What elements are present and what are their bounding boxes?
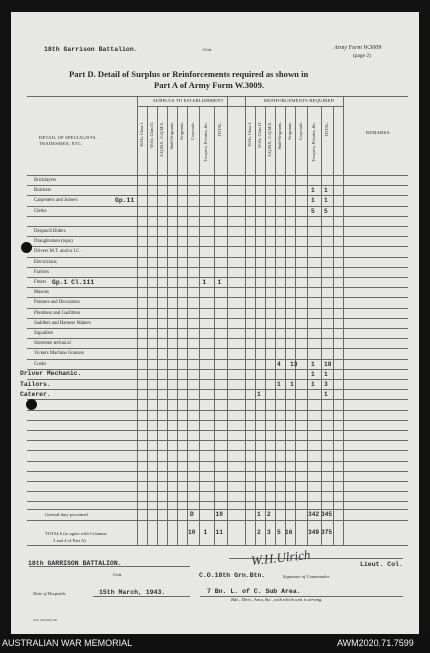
reinforcement-value: 1 (311, 197, 315, 205)
reinforcement-column-header: Corporals. (297, 122, 303, 141)
totals-label-2: 3 and 4 of Part A) (53, 538, 86, 543)
row-label: Masons (34, 290, 49, 296)
commander-signature: W.H.Ulrich (250, 546, 312, 569)
reinforcement-value: 5 (311, 207, 315, 215)
reinforcement-column-header: S.Q.M.S., C.Q.M.S. (266, 122, 272, 157)
general-duty-reinforcement-value: 1 (257, 511, 261, 518)
reinforcements-header: REINFORCEMENTS REQUIRED (264, 98, 335, 103)
totals-reinforcement-value: 2 (257, 529, 261, 536)
row-line (27, 246, 408, 247)
reinforcement-value: 13 (290, 360, 298, 368)
general-duty-label: General duty personnel (45, 512, 88, 517)
row-line (27, 379, 408, 380)
general-duty-reinforcement-value: 2 (267, 511, 271, 518)
row-label: Vickers Machine Gunners (34, 351, 85, 357)
row-label: Draughtsmen (topo) (34, 239, 73, 245)
form-page (11, 12, 419, 634)
row-typed-entry: Gp.1 Cl.111 (52, 278, 95, 286)
unit-caption: Unit. (203, 47, 213, 52)
reinforcement-column-line (321, 106, 322, 545)
row-line (27, 430, 408, 431)
reinforcement-column-line (295, 106, 296, 545)
row-line (27, 450, 408, 451)
reinforcement-value: 1 (324, 370, 328, 378)
row-typed-entry: Tailors. (20, 380, 51, 388)
totals-reinforcement-value: 375 (321, 529, 333, 536)
area-value: 7 Bn. L. of C. Sub Area. (207, 588, 301, 595)
row-label: Fitters (34, 280, 47, 285)
surplus-column-line (187, 106, 188, 545)
row-label: Carpenters and Joiners (34, 198, 78, 204)
totals-reinforcement-value: 349 (308, 529, 320, 536)
row-label: Cooks (34, 361, 47, 367)
row-line (27, 257, 408, 258)
row-line (27, 328, 408, 329)
totals-label: TOTALS (to agree with Columns (45, 531, 107, 536)
reinforcement-value: 1 (324, 391, 328, 399)
reinforcement-column-header: Troopers, Privates, &c. (310, 122, 316, 162)
row-label: Farriers (34, 269, 49, 275)
reinforcement-value: 18 (324, 360, 332, 368)
row-typed-entry: Gp.11 (115, 196, 135, 204)
totals-reinforcement-value: 16 (285, 529, 293, 536)
row-line (27, 348, 408, 349)
reinforcement-value: 5 (324, 207, 328, 215)
surplus-column-header: TOTAL. (217, 122, 222, 137)
surplus-column-line (214, 106, 215, 545)
reinforcement-column-line (265, 106, 266, 545)
archive-footer (0, 634, 430, 653)
surplus-column-line (199, 106, 200, 545)
surplus-troopers-value: 1 (202, 279, 207, 286)
signature-rank: Lieut. Col. (360, 561, 403, 568)
commander-caption: Signature of Commander. (283, 574, 330, 579)
reinforcement-value: 1 (290, 381, 294, 388)
form-ref: Army Form W.3009 (334, 45, 382, 51)
general-duty-reinforcement-value: 342 (308, 511, 320, 518)
print-ref: A.W. 236 (3A) 5/40 (33, 618, 57, 622)
reinforcement-column-header: W.Os. Class II. (256, 122, 262, 148)
surplus-column-line (177, 106, 178, 545)
surplus-column-header: W.Os. Class I. (138, 122, 144, 147)
reinforcement-value: 1 (311, 370, 315, 378)
commander-line: C.O.18th Grn.Btn. (199, 572, 266, 579)
surplus-column-line (227, 96, 228, 545)
row-line (27, 287, 408, 288)
row-line (27, 471, 408, 472)
reinforcement-value: 1 (324, 187, 328, 195)
row-line (27, 461, 408, 462)
reinforcement-column-header: Sergeants. (286, 122, 292, 140)
reinforcement-value: 1 (311, 381, 315, 388)
surplus-column-line (137, 96, 138, 545)
totals-top-line (27, 520, 408, 521)
surplus-column-header: S.Q.M.S., C.Q.M.S. (158, 122, 164, 157)
surplus-header: SURPLUS TO ESTABLISHMENT (153, 98, 224, 103)
form-title-line2: Part A of Army Form W.3009. (154, 80, 265, 90)
row-label: Signallers (34, 331, 54, 336)
area-caption: Bde., Divn., Area, &c., with which unit is serving. (231, 597, 323, 602)
row-label: Bricklayers (34, 178, 57, 183)
row-line (27, 206, 408, 207)
row-line (27, 277, 408, 278)
totals-surplus-value: 1 (203, 529, 208, 536)
row-line (27, 226, 408, 227)
detail-header: DETAIL OF SPECIALISTS, (39, 135, 97, 140)
form-page-num: (page 2) (353, 53, 371, 59)
header-bottom-line (27, 175, 408, 176)
surplus-column-line (147, 106, 148, 545)
row-label: Storemen technical (34, 341, 71, 347)
table-bottom-border (27, 545, 408, 546)
surplus-column-header: Sergeants. (178, 122, 184, 140)
date-of-despatch: 15th March, 1943. (99, 589, 166, 596)
reinforcement-value: 1 (324, 197, 328, 205)
detail-header-2: TRADESMEN, ETC. (39, 141, 83, 146)
row-line (27, 216, 408, 217)
row-line (27, 369, 408, 370)
row-label: Painters and Decorators (34, 300, 80, 306)
row-line (27, 267, 408, 268)
archive-accession: AWM2020.71.7599 (337, 638, 414, 648)
totals-surplus-value: 10 (188, 529, 196, 536)
totals-surplus-value: 11 (215, 529, 223, 536)
surplus-column-header: W.Os. Class II. (148, 122, 154, 148)
row-line (27, 420, 408, 421)
row-line (27, 440, 408, 441)
surplus-column-header: Staff-Sergeants. (168, 122, 174, 150)
surplus-column-line (157, 106, 158, 545)
reinforcement-column-line (255, 106, 256, 545)
row-label: Saddlers and Harness Makers (34, 320, 91, 326)
row-line (27, 297, 408, 298)
row-line (27, 399, 408, 400)
surplus-column-header: Corporals. (189, 122, 195, 141)
general-duty-surplus-corporals: D (190, 511, 194, 518)
row-line (27, 491, 408, 492)
totals-reinforcement-value: 5 (277, 529, 281, 536)
remarks-column-line (343, 96, 344, 545)
row-line (27, 236, 408, 237)
row-label: Electricians (34, 259, 57, 265)
row-line (27, 410, 408, 411)
reinforcement-value: 1 (277, 381, 281, 388)
reinforcement-value: 1 (311, 187, 315, 195)
reinforcement-column-header: W.Os. Class I. (246, 122, 252, 147)
unit-name: 18th Garrison Battalion. (44, 46, 138, 53)
punch-hole-top (21, 242, 32, 253)
row-line (27, 195, 408, 196)
reinforcement-column-line (307, 106, 308, 545)
archive-name: AUSTRALIAN WAR MEMORIAL (2, 638, 133, 648)
reinforcement-value: 1 (257, 391, 261, 399)
reinforcement-value: 3 (324, 381, 328, 388)
reinforcement-column-line (333, 106, 334, 545)
reinforcement-column-line (245, 96, 246, 545)
punch-hole-bottom (26, 399, 37, 410)
row-label: Clerks (34, 208, 47, 214)
row-label: Despatch Riders (34, 229, 66, 234)
row-line (27, 481, 408, 482)
general-duty-top-line (27, 509, 408, 510)
reinforcement-value: 1 (311, 360, 315, 368)
totals-reinforcement-value: 3 (267, 529, 271, 536)
footer-unit: 18th GARRISON BATTALION. (28, 560, 122, 567)
surplus-total-value: 1 (217, 279, 222, 286)
form-title-line1: Part D. Detail of Surplus or Reinforcements required as shown in (69, 69, 309, 79)
row-line (27, 338, 408, 339)
surplus-column-header: Troopers, Privates, &c. (203, 122, 208, 162)
row-line (27, 318, 408, 319)
date-caption: Date of Despatch. (33, 591, 67, 596)
group-header-line (137, 106, 343, 107)
row-label: Plumbers and Gasfitters (34, 310, 81, 316)
reinforcement-column-line (285, 106, 286, 545)
reinforcement-value: 4 (277, 360, 281, 368)
reinforcement-column-line (275, 106, 276, 545)
row-label: Butchers (34, 188, 52, 194)
footer-unit-caption: Unit. (113, 572, 123, 577)
row-line (27, 185, 408, 186)
row-line (27, 389, 408, 390)
general-duty-reinforcement-value: 345 (321, 511, 333, 518)
reinforcement-column-header: Staff-Sergeants. (276, 122, 282, 150)
remarks-header: REMARKS. (366, 130, 391, 135)
reinforcement-column-header: TOTAL. (323, 122, 329, 137)
row-line (27, 308, 408, 309)
table-top-border (27, 96, 408, 97)
surplus-column-line (167, 106, 168, 545)
date-line (93, 596, 190, 597)
row-line (27, 359, 408, 360)
row-line (27, 501, 408, 502)
row-typed-entry: Caterer. (20, 390, 51, 398)
row-label: Drivers M.T. and/or I.C. (34, 249, 81, 255)
row-typed-entry: Driver Mechanic. (20, 370, 82, 378)
general-duty-surplus-total: 10 (215, 511, 223, 518)
